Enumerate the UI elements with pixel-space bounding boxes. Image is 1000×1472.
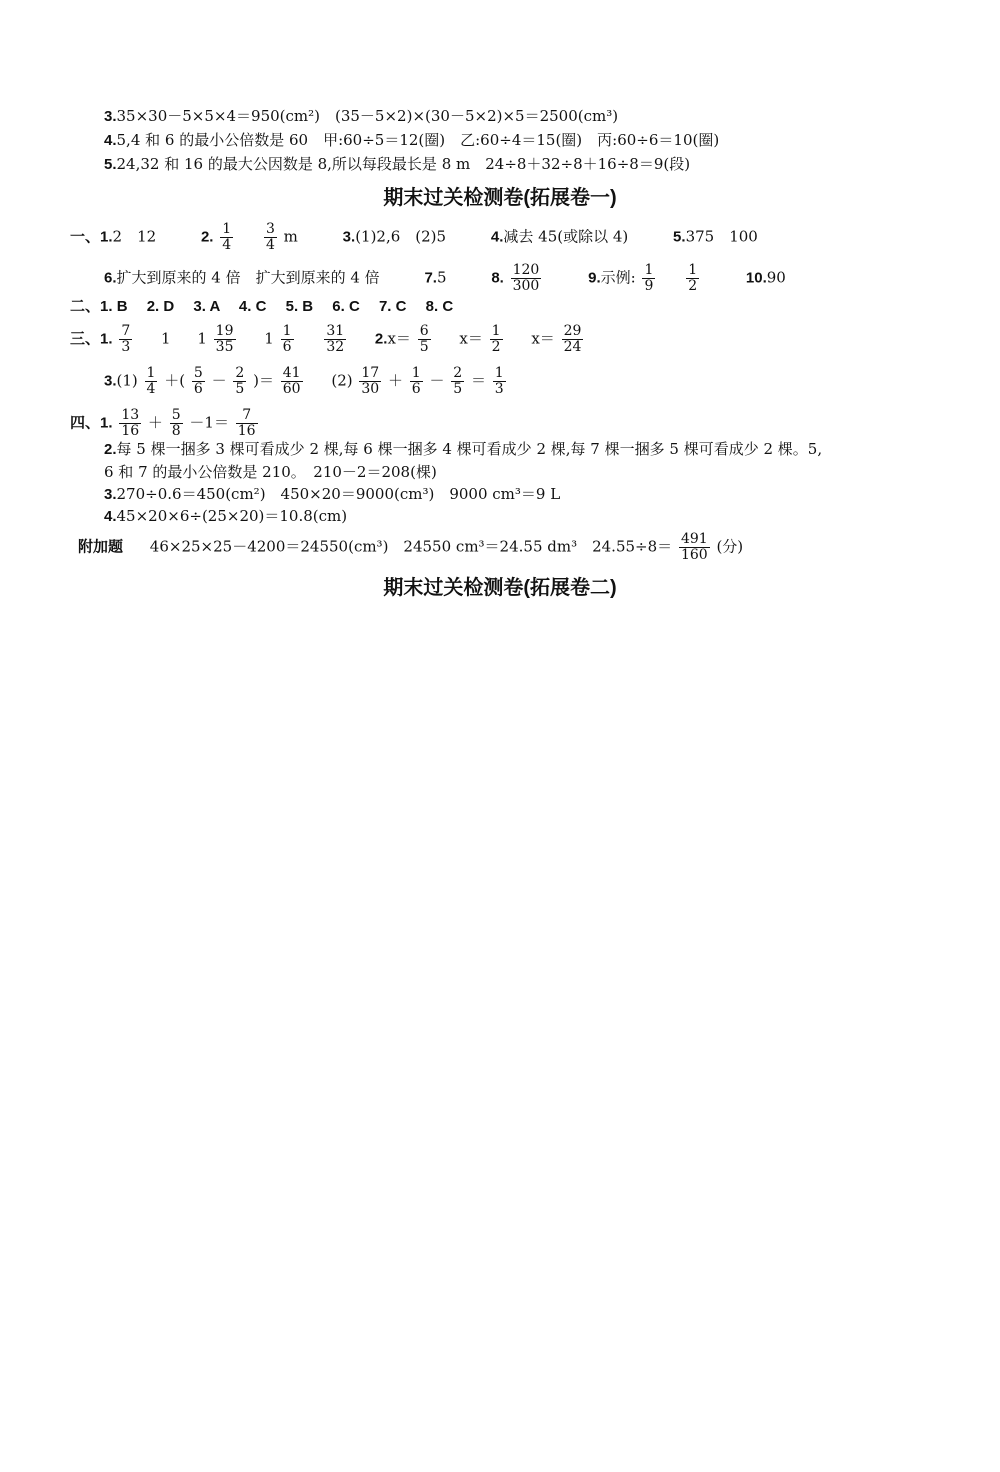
answer-text: － — [211, 371, 227, 390]
item-number: 8. — [491, 269, 504, 287]
answer-text: (1) — [116, 371, 138, 390]
fraction: $\frac{1}{9}$ — [644, 262, 654, 294]
answer-text: 1 — [264, 329, 274, 348]
item-number: 2. — [104, 441, 117, 458]
answer-text: (1)2,6 (2)5 — [355, 227, 447, 246]
answer-text: 90 — [766, 268, 786, 287]
fraction: $\frac{7}{3}$ — [121, 323, 131, 355]
s1-part-1-row-b — [104, 263, 786, 294]
fraction: $\frac{2}{5}$ — [235, 365, 245, 397]
fraction: $\frac{6}{5}$ — [419, 323, 429, 355]
bonus-label: 附加题 — [78, 538, 124, 556]
item-number: 2. — [200, 228, 214, 246]
part-label: 三、 — [70, 330, 101, 348]
section-title-2: 期末过关检测卷(拓展卷二) — [383, 577, 617, 599]
answer-text: － — [429, 371, 445, 390]
fraction: $\frac{1}{2}$ — [688, 262, 698, 294]
part-label: 二、 — [70, 298, 101, 315]
line-top-5 — [104, 154, 690, 175]
item-number: 10. — [745, 269, 767, 287]
fraction: $\frac{19}{35}$ — [215, 323, 234, 355]
item-number: 1. — [100, 228, 113, 246]
answer-text: 35×30－5×5×4＝950(cm²) (35－5×2)×(30－5×2)×5＝2500(cm³) — [116, 107, 619, 125]
part-label: 四、 — [70, 414, 101, 432]
fraction: $\frac{3}{4}$ — [265, 221, 275, 253]
item-number: 4. — [104, 132, 117, 149]
answer-text: (分) — [716, 537, 744, 556]
answer-text: ＝ — [470, 371, 486, 390]
answer-text: 5,4 和 6 的最小公倍数是 60 甲:60÷5＝12(圈) 乙:60÷4＝15(圈) 丙:60÷6＝10(圈) — [116, 131, 720, 149]
fraction: $\frac{1}{6}$ — [282, 323, 292, 355]
fraction: $\frac{1}{4}$ — [146, 365, 156, 397]
fraction: $\frac{41}{60}$ — [282, 365, 301, 397]
answer-text: ＋ — [387, 371, 403, 390]
s1-bonus — [78, 532, 743, 563]
fraction: $\frac{29}{24}$ — [563, 323, 582, 355]
item-number: 9. — [588, 269, 601, 287]
part-label: 一、 — [70, 228, 101, 246]
item-number: 1. — [100, 330, 113, 348]
item-number: 5. — [104, 156, 117, 173]
fraction: $\frac{120}{300}$ — [512, 262, 540, 294]
item-number: 3. — [104, 372, 117, 390]
item-number: 4. — [490, 228, 504, 246]
answer-text: x＝ — [459, 329, 483, 348]
unit-text: m — [283, 227, 298, 246]
answer-text: 1 — [161, 329, 171, 348]
answer-text: (2) — [331, 371, 353, 390]
answer-text: －1＝ — [189, 413, 229, 432]
answer-text: 2 12 — [112, 227, 157, 246]
answer-text: ＋( — [164, 371, 186, 390]
fraction: $\frac{13}{16}$ — [121, 407, 140, 439]
item-number: 7. — [424, 269, 437, 287]
fraction: $\frac{5}{6}$ — [193, 365, 203, 397]
answer-text: 270÷0.6＝450(cm²) 450×20＝9000(cm³) 9000 cm³＝9 L — [116, 485, 561, 503]
answer-text: 扩大到原来的 4 倍 扩大到原来的 4 倍 — [116, 268, 380, 287]
fraction: $\frac{7}{16}$ — [237, 407, 256, 439]
answer-text: 1 — [197, 329, 207, 348]
answer-text: x＝ — [531, 329, 555, 348]
s1-part-4-item-3 — [104, 484, 560, 505]
answer-text: ＋ — [147, 413, 163, 432]
answer-text: 46×25×25－4200＝24550(cm³) 24550 cm³＝24.55 dm³ 24.55÷8＝ — [149, 537, 673, 556]
item-number: 5. — [673, 228, 686, 246]
fraction: $\frac{1}{6}$ — [411, 365, 421, 397]
answer-text: )＝ — [253, 371, 274, 390]
answer-text: 45×20×6÷(25×20)＝10.8(cm) — [116, 507, 348, 525]
item-number: 1. — [100, 414, 113, 432]
answer-text: 1. B 2. D 3. A 4. C 5. B 6. C 7. C 8. C — [100, 298, 454, 315]
section-title-1: 期末过关检测卷(拓展卷一) — [383, 187, 617, 209]
fraction: $\frac{1}{2}$ — [491, 323, 501, 355]
item-number: 6. — [104, 269, 117, 287]
fraction: $\frac{5}{8}$ — [171, 407, 181, 439]
item-number: 4. — [104, 508, 117, 525]
item-number: 3. — [342, 228, 356, 246]
answer-text: 375 100 — [685, 227, 758, 246]
s1-part-1-row-a — [70, 222, 758, 253]
line-top-4 — [104, 130, 719, 151]
fraction: $\frac{1}{3}$ — [494, 365, 504, 397]
s1-part-2 — [70, 296, 453, 317]
fraction: $\frac{31}{32}$ — [326, 323, 345, 355]
answer-text: 示例: — [600, 268, 636, 287]
answer-text: 5 — [436, 268, 447, 287]
s1-part-4-row-a — [70, 408, 260, 439]
fraction: $\frac{2}{5}$ — [453, 365, 463, 397]
fraction: $\frac{1}{4}$ — [222, 221, 232, 253]
fraction: $\frac{17}{30}$ — [361, 365, 380, 397]
answer-text: 24,32 和 16 的最大公因数是 8,所以每段最长是 8 m 24÷8＋32÷8＋16÷8＝9(段) — [116, 155, 691, 173]
answer-text: 6 和 7 的最小公倍数是 210。 210－2＝208(棵) — [104, 463, 437, 481]
item-number: 3. — [104, 486, 117, 503]
item-number: 2. — [374, 330, 388, 348]
s1-part-4-item-2a — [104, 439, 822, 460]
s1-part-3-row-b — [104, 366, 508, 397]
answer-text: 每 5 棵一捆多 3 棵可看成少 2 棵,每 6 棵一捆多 4 棵可看成少 2 棵,每 7 棵一捆多 5 棵可看成少 2 棵。5, — [116, 440, 823, 458]
s1-part-3-row-a — [70, 324, 585, 355]
s1-part-4-item-2b — [104, 462, 437, 482]
s1-part-4-item-4 — [104, 506, 347, 527]
line-top-3 — [104, 106, 618, 127]
item-number: 3. — [104, 108, 117, 125]
answer-text: 减去 45(或除以 4) — [503, 227, 629, 246]
fraction: $\frac{491}{160}$ — [680, 531, 708, 563]
answer-text: x＝ — [387, 329, 411, 348]
